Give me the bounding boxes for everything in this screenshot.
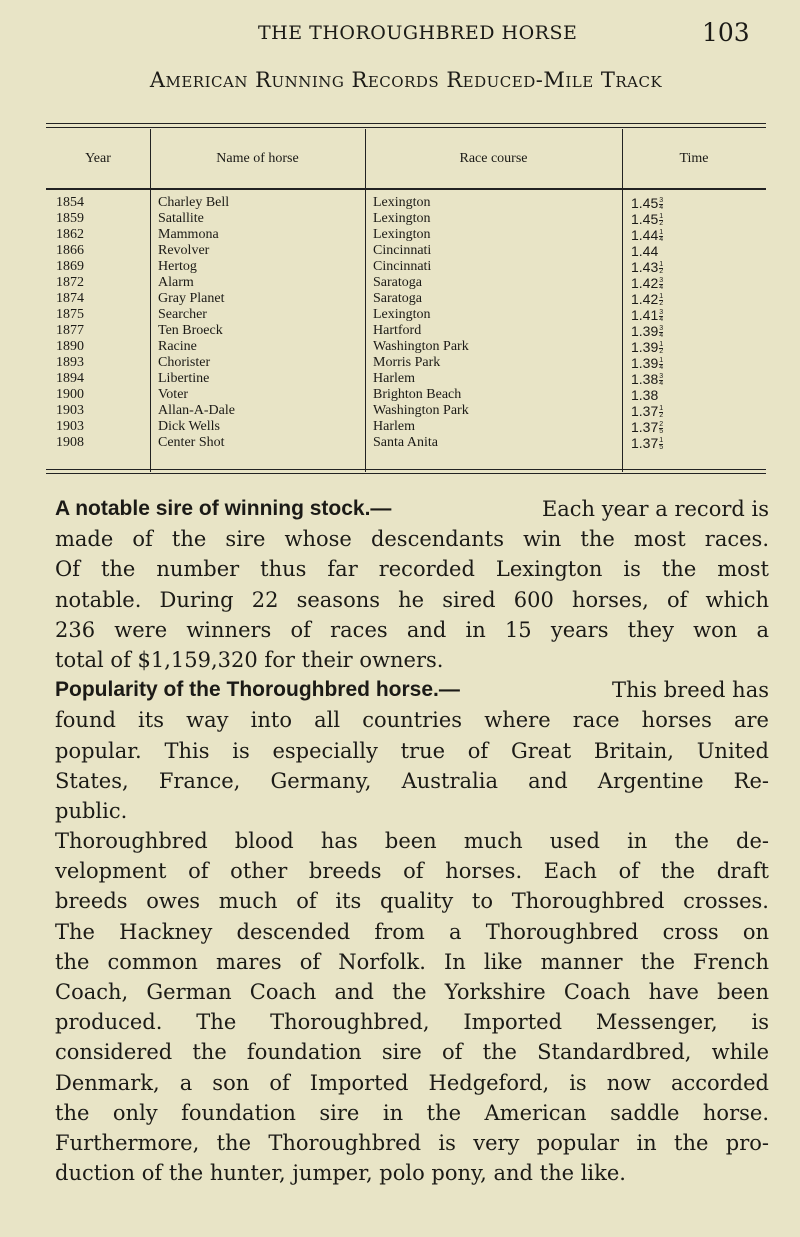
course-cell: Hartford (373, 323, 422, 338)
time-fraction (659, 294, 663, 307)
time-fraction (659, 422, 663, 435)
fraction-denominator: 2 (659, 267, 664, 275)
table-row (46, 195, 766, 211)
text-line: velopment of other breeds of horses. Each of the draft (55, 859, 769, 884)
time-cell (631, 275, 663, 291)
time-value: 1.44 (631, 243, 659, 259)
time-value: 1.45 (631, 211, 659, 227)
table-body (46, 195, 766, 451)
time-value: 1.39 (631, 339, 659, 355)
fraction-numerator: 2 (659, 420, 664, 428)
table-row (46, 371, 766, 387)
time-value: 1.37 (631, 435, 659, 451)
table-row (46, 275, 766, 291)
course-cell: Washington Park (373, 403, 469, 418)
text-line: the only foundation sire in the American saddle horse. (55, 1100, 769, 1125)
text-line: produced. The Thoroughbred, Imported Messenger, is (55, 1010, 769, 1035)
year-cell: 1859 (56, 211, 84, 226)
course-cell: Morris Park (373, 355, 441, 370)
horse-cell: Racine (158, 339, 197, 354)
table-row (46, 387, 766, 403)
time-cell (631, 435, 663, 451)
time-fraction (659, 198, 663, 211)
time-value: 1.41 (631, 307, 659, 323)
course-cell: Lexington (373, 195, 431, 210)
time-value: 1.39 (631, 355, 659, 371)
text-line: States, France, Germany, Australia and Argentine Re- (55, 768, 769, 793)
time-cell (631, 195, 663, 211)
course-cell: Saratoga (373, 291, 422, 306)
table-row (46, 259, 766, 275)
text-line: Thoroughbred blood has been much used in the de- (55, 829, 769, 854)
text-line: Coach, German Coach and the Yorkshire Coach have been (55, 980, 769, 1004)
text-line: popular. This is especially true of Great Britain, United (55, 738, 769, 763)
header-course: Race course (459, 151, 528, 166)
time-fraction (659, 262, 663, 275)
text-line: made of the sire whose descendants win the most races. (55, 527, 769, 552)
fraction-numerator: 1 (659, 260, 664, 268)
year-cell: 1877 (56, 323, 84, 338)
horse-cell: Gray Planet (158, 291, 225, 306)
fraction-denominator: 4 (659, 203, 664, 211)
paragraph-heading: Popularity of the Thoroughbred horse.— (55, 678, 460, 702)
text-line: public. (55, 798, 128, 823)
table-row (46, 339, 766, 355)
year-cell: 1894 (56, 371, 84, 386)
time-fraction (659, 406, 663, 419)
fraction-denominator: 5 (659, 427, 664, 435)
horse-cell: Chorister (158, 355, 211, 370)
time-fraction (659, 438, 663, 451)
text-line: Of the number thus far recorded Lexington is the most (55, 557, 769, 582)
course-cell: Lexington (373, 227, 431, 242)
course-cell: Harlem (373, 419, 415, 434)
text-line: Furthermore, the Thoroughbred is very popular in the pro- (55, 1130, 769, 1155)
horse-cell: Allan-A-Dale (158, 403, 235, 418)
year-cell: 1900 (56, 387, 84, 402)
fraction-numerator: 3 (659, 276, 664, 284)
course-cell: Brighton Beach (373, 387, 462, 402)
text-line: The Hackney descended from a Thoroughbred cross on (55, 919, 769, 944)
horse-cell: Mammona (158, 227, 219, 242)
text-line: 236 were winners of races and in 15 years they won a (55, 617, 769, 642)
fraction-denominator: 4 (659, 315, 664, 323)
fraction-numerator: 3 (659, 308, 664, 316)
time-fraction (659, 374, 663, 387)
year-cell: 1869 (56, 259, 84, 274)
table-row (46, 403, 766, 419)
time-value: 1.42 (631, 291, 659, 307)
horse-cell: Alarm (158, 275, 194, 290)
course-cell: Cincinnati (373, 259, 432, 274)
horse-cell: Charley Bell (158, 195, 230, 210)
text-line: found its way into all countries where race horses are (55, 708, 769, 733)
header-year: Year (85, 151, 111, 166)
time-cell (631, 387, 658, 403)
time-cell (631, 259, 663, 275)
course-cell: Lexington (373, 211, 431, 226)
time-cell (631, 243, 658, 259)
fraction-numerator: 1 (659, 340, 664, 348)
time-fraction (659, 342, 663, 355)
horse-cell: Ten Broeck (158, 323, 223, 338)
time-cell (631, 355, 663, 371)
time-fraction (659, 310, 663, 323)
fraction-denominator: 2 (659, 347, 664, 355)
time-value: 1.37 (631, 403, 659, 419)
course-cell: Saratoga (373, 275, 422, 290)
time-value: 1.39 (631, 323, 659, 339)
text-line: breeds owes much of its quality to Thoroughbred crosses. (55, 889, 769, 914)
horse-cell: Dick Wells (158, 419, 220, 434)
time-cell (631, 419, 663, 435)
horse-cell: Hertog (158, 259, 197, 274)
table-bottom-rule (46, 469, 766, 474)
time-cell (631, 211, 663, 227)
year-cell: 1903 (56, 419, 84, 434)
time-cell (631, 403, 663, 419)
fraction-numerator: 1 (659, 404, 664, 412)
time-cell (631, 339, 663, 355)
page-number: 103 (702, 18, 750, 47)
time-cell (631, 291, 663, 307)
time-fraction (659, 326, 663, 339)
text-line: duction of the hunter, jumper, polo pony, and the like. (55, 1161, 626, 1186)
time-cell (631, 307, 663, 323)
table-row (46, 355, 766, 371)
text-line (55, 494, 769, 524)
year-cell: 1862 (56, 227, 84, 242)
fraction-numerator: 1 (659, 212, 664, 220)
time-cell (631, 323, 663, 339)
time-fraction (659, 214, 663, 227)
table-title: American Running Records Reduced-Mile Track (149, 68, 663, 92)
header-time: Time (679, 151, 709, 166)
records-table (46, 123, 766, 475)
course-cell: Washington Park (373, 339, 469, 354)
fraction-denominator: 2 (659, 219, 664, 227)
time-cell (631, 371, 663, 387)
table-row (46, 211, 766, 227)
fraction-denominator: 4 (659, 379, 664, 387)
text-line: total of $1,159,320 for their owners. (55, 647, 444, 672)
table-top-rule (46, 123, 766, 128)
horse-cell: Libertine (158, 371, 210, 386)
text-line (55, 675, 769, 705)
table-row (46, 227, 766, 243)
fraction-numerator: 1 (659, 228, 664, 236)
running-head-title: THE THOROUGHBRED HORSE (258, 22, 578, 44)
year-cell: 1872 (56, 275, 84, 290)
fraction-denominator: 4 (659, 283, 664, 291)
header-rule (46, 188, 766, 190)
year-cell: 1875 (56, 307, 84, 322)
time-value: 1.44 (631, 227, 659, 243)
paragraph-heading: A notable sire of winning stock.— (55, 497, 392, 520)
fraction-denominator: 5 (659, 443, 664, 451)
year-cell: 1874 (56, 291, 84, 306)
time-fraction (659, 230, 663, 243)
course-cell: Santa Anita (373, 435, 438, 450)
time-value: 1.38 (631, 371, 659, 387)
header-horse: Name of horse (216, 151, 299, 166)
table-row (46, 307, 766, 323)
table-row (46, 419, 766, 435)
fraction-numerator: 3 (659, 324, 664, 332)
year-cell: 1903 (56, 403, 84, 418)
horse-cell: Center Shot (158, 435, 225, 450)
text-line: notable. During 22 seasons he sired 600 horses, of which (55, 587, 769, 612)
course-cell: Lexington (373, 307, 431, 322)
horse-cell: Voter (158, 387, 189, 402)
fraction-numerator: 1 (659, 292, 664, 300)
course-cell: Harlem (373, 371, 415, 386)
body-text (55, 494, 769, 1188)
fraction-numerator: 1 (659, 356, 664, 364)
fraction-denominator: 2 (659, 299, 664, 307)
fraction-numerator: 3 (659, 372, 664, 380)
horse-cell: Revolver (158, 243, 210, 258)
horse-cell: Searcher (158, 307, 207, 322)
time-value: 1.43 (631, 259, 659, 275)
text-line: the common mares of Norfolk. In like manner the French (55, 949, 769, 974)
text-line: Denmark, a son of Imported Hedgeford, is now accorded (55, 1070, 769, 1095)
fraction-denominator: 4 (659, 235, 664, 243)
horse-cell: Satallite (158, 211, 204, 226)
line-text: Each year a record is (541, 497, 769, 521)
year-cell: 1854 (56, 195, 84, 210)
year-cell: 1890 (56, 339, 84, 354)
time-cell (631, 227, 663, 243)
time-value: 1.37 (631, 419, 659, 435)
fraction-numerator: 3 (659, 196, 664, 204)
time-value: 1.42 (631, 275, 659, 291)
fraction-denominator: 4 (659, 331, 664, 339)
fraction-denominator: 4 (659, 363, 664, 371)
line-text: This breed has (612, 678, 769, 703)
fraction-numerator: 1 (659, 436, 664, 444)
time-value: 1.45 (631, 195, 659, 211)
table-row (46, 435, 766, 451)
table-row (46, 291, 766, 307)
text-line: considered the foundation sire of the Standardbred, while (55, 1040, 769, 1065)
time-fraction (659, 278, 663, 291)
fraction-denominator: 2 (659, 411, 664, 419)
course-cell: Cincinnati (373, 243, 432, 258)
year-cell: 1893 (56, 355, 84, 370)
table-row (46, 323, 766, 339)
time-fraction (659, 358, 663, 371)
year-cell: 1866 (56, 243, 84, 258)
table-row (46, 243, 766, 259)
time-value: 1.38 (631, 387, 659, 403)
year-cell: 1908 (56, 435, 84, 450)
